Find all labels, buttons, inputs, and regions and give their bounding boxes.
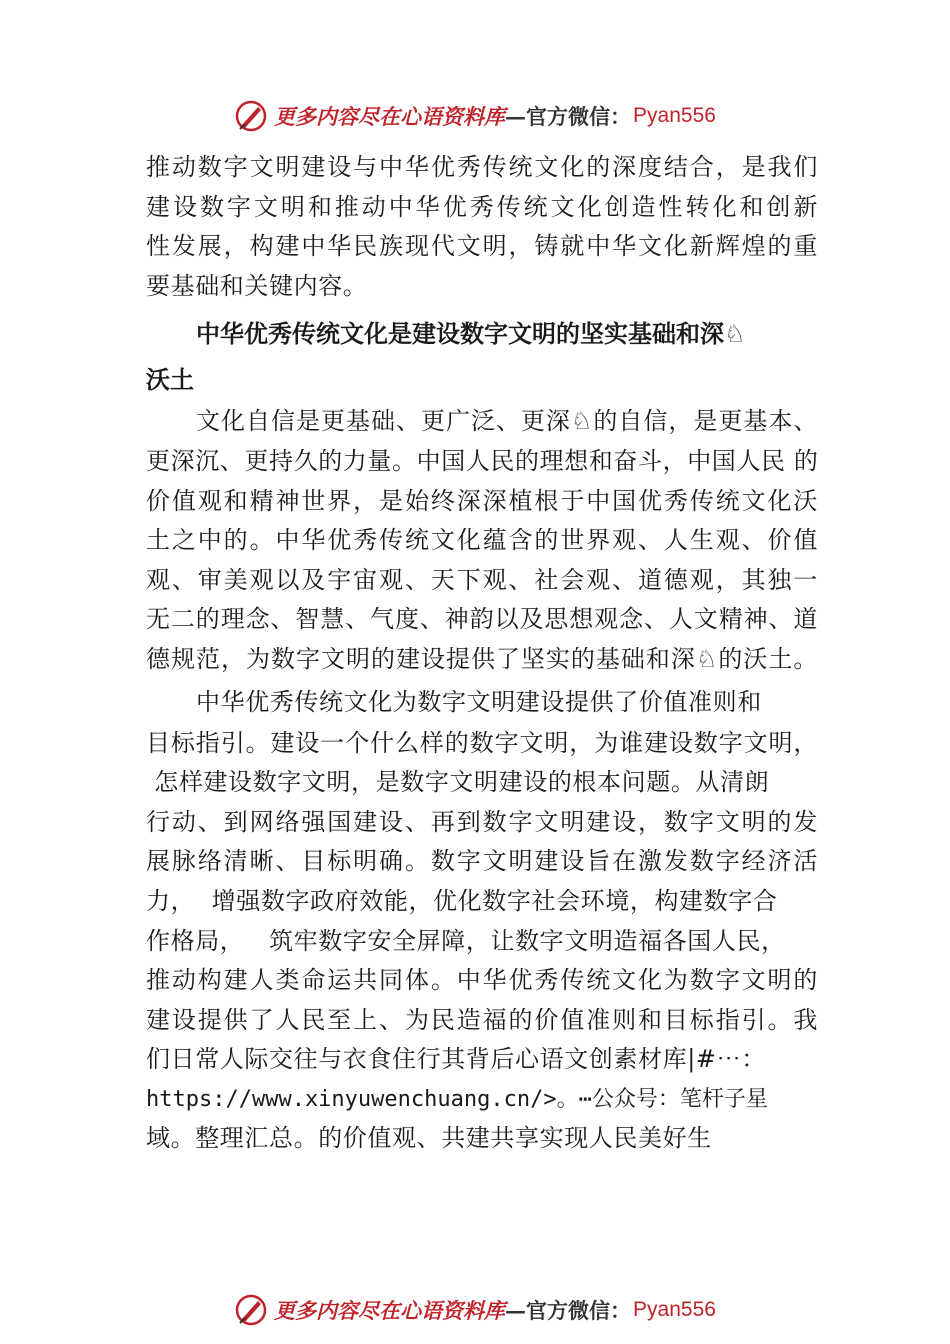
- header-wechat-id: Pyan556: [633, 104, 716, 127]
- text-line: 中华优秀传统文化为数字文明建设提供了价值准则和: [196, 687, 762, 716]
- text-line: 域。整理汇总。的价值观、共建共享实现人民美好生: [146, 1124, 712, 1153]
- quill-logo-icon: [234, 99, 268, 133]
- text-line: 展脉络清晰、目标明确。数字文明建设旨在激发数字经济活: [146, 847, 818, 876]
- text-line: 们日常人际交往与衣食住行其背后心语文创素材库|#⋯：: [146, 1045, 766, 1074]
- text-line: 更深沉、更持久的力量。中国人民的理想和奋斗，中国人民 的: [146, 446, 819, 475]
- footer-banner: [0, 1290, 950, 1330]
- text-line: 观、审美观以及宇宙观、天下观、社会观、道德观，其独一: [146, 565, 818, 594]
- text-line: 目标指引。建设一个什么样的数字文明，为谁建设数字文明，: [146, 728, 818, 757]
- text-line: 作格局， 筑牢数字安全屏障，让数字文明造福各国人民，: [146, 926, 786, 955]
- text-line: 推动构建人类命运共同体。中华优秀传统文化为数字文明的: [146, 966, 818, 995]
- text-line: 无二的理念、智慧、气度、神韵以及思想观念、人文精神、道: [146, 605, 818, 634]
- section-heading: 中华优秀传统文化是建设数字文明的坚实基础和深♘: [196, 320, 746, 349]
- header-label: 官方微信：: [526, 104, 632, 129]
- section-heading-continued: 沃土: [146, 366, 194, 395]
- text-line-url: https://www.xinyuwenchuang.cn/>。⋯公众号：笔杆子星: [146, 1086, 768, 1112]
- document-body: [146, 148, 818, 1159]
- text-line: 建设数字文明和推动中华优秀传统文化创造性转化和创新: [146, 192, 818, 221]
- footer-label: 官方微信：: [526, 1298, 632, 1323]
- header-brand: 更多内容尽在心语资料库: [274, 104, 506, 129]
- text-line: 德规范，为数字文明的建设提供了坚实的基础和深♘的沃土。: [146, 644, 818, 673]
- quill-logo-icon: [234, 1293, 268, 1327]
- paragraph-value-guidance: [146, 680, 818, 1160]
- footer-wechat-id: Pyan556: [633, 1298, 716, 1321]
- text-line: 价值观和精神世界，是始终深深植根于中国优秀传统文化沃: [146, 486, 818, 515]
- header-banner: [0, 96, 950, 136]
- paragraph-culture-confidence: [146, 402, 818, 679]
- text-line: 建设提供了人民至上、为民造福的价值准则和目标指引。我: [146, 1005, 818, 1034]
- footer-brand: 更多内容尽在心语资料库: [274, 1298, 506, 1323]
- header-dash: —: [505, 103, 527, 129]
- text-line: 怎样建设数字文明，是数字文明建设的根本问题。从清朗: [146, 768, 770, 797]
- paragraph-intro: [146, 148, 818, 306]
- text-line: 力， 增强数字政府效能，优化数字社会环境，构建数字合: [146, 886, 778, 915]
- footer-dash: —: [505, 1297, 527, 1323]
- text-line: 土之中的。中华优秀传统文化蕴含的世界观、人生观、价值: [146, 526, 818, 555]
- text-line: 推动数字文明建设与中华优秀传统文化的深度结合，是我们: [146, 153, 818, 181]
- text-line: 文化自信是更基础、更广泛、更深♘的自信，是更基本、: [196, 407, 818, 436]
- text-line: 要基础和关键内容。: [146, 271, 368, 300]
- text-line: 性发展，构建中华民族现代文明，铸就中华文化新辉煌的重: [146, 232, 818, 261]
- text-line: 行动、到网络强国建设、再到数字文明建设，数字文明的发: [146, 807, 818, 836]
